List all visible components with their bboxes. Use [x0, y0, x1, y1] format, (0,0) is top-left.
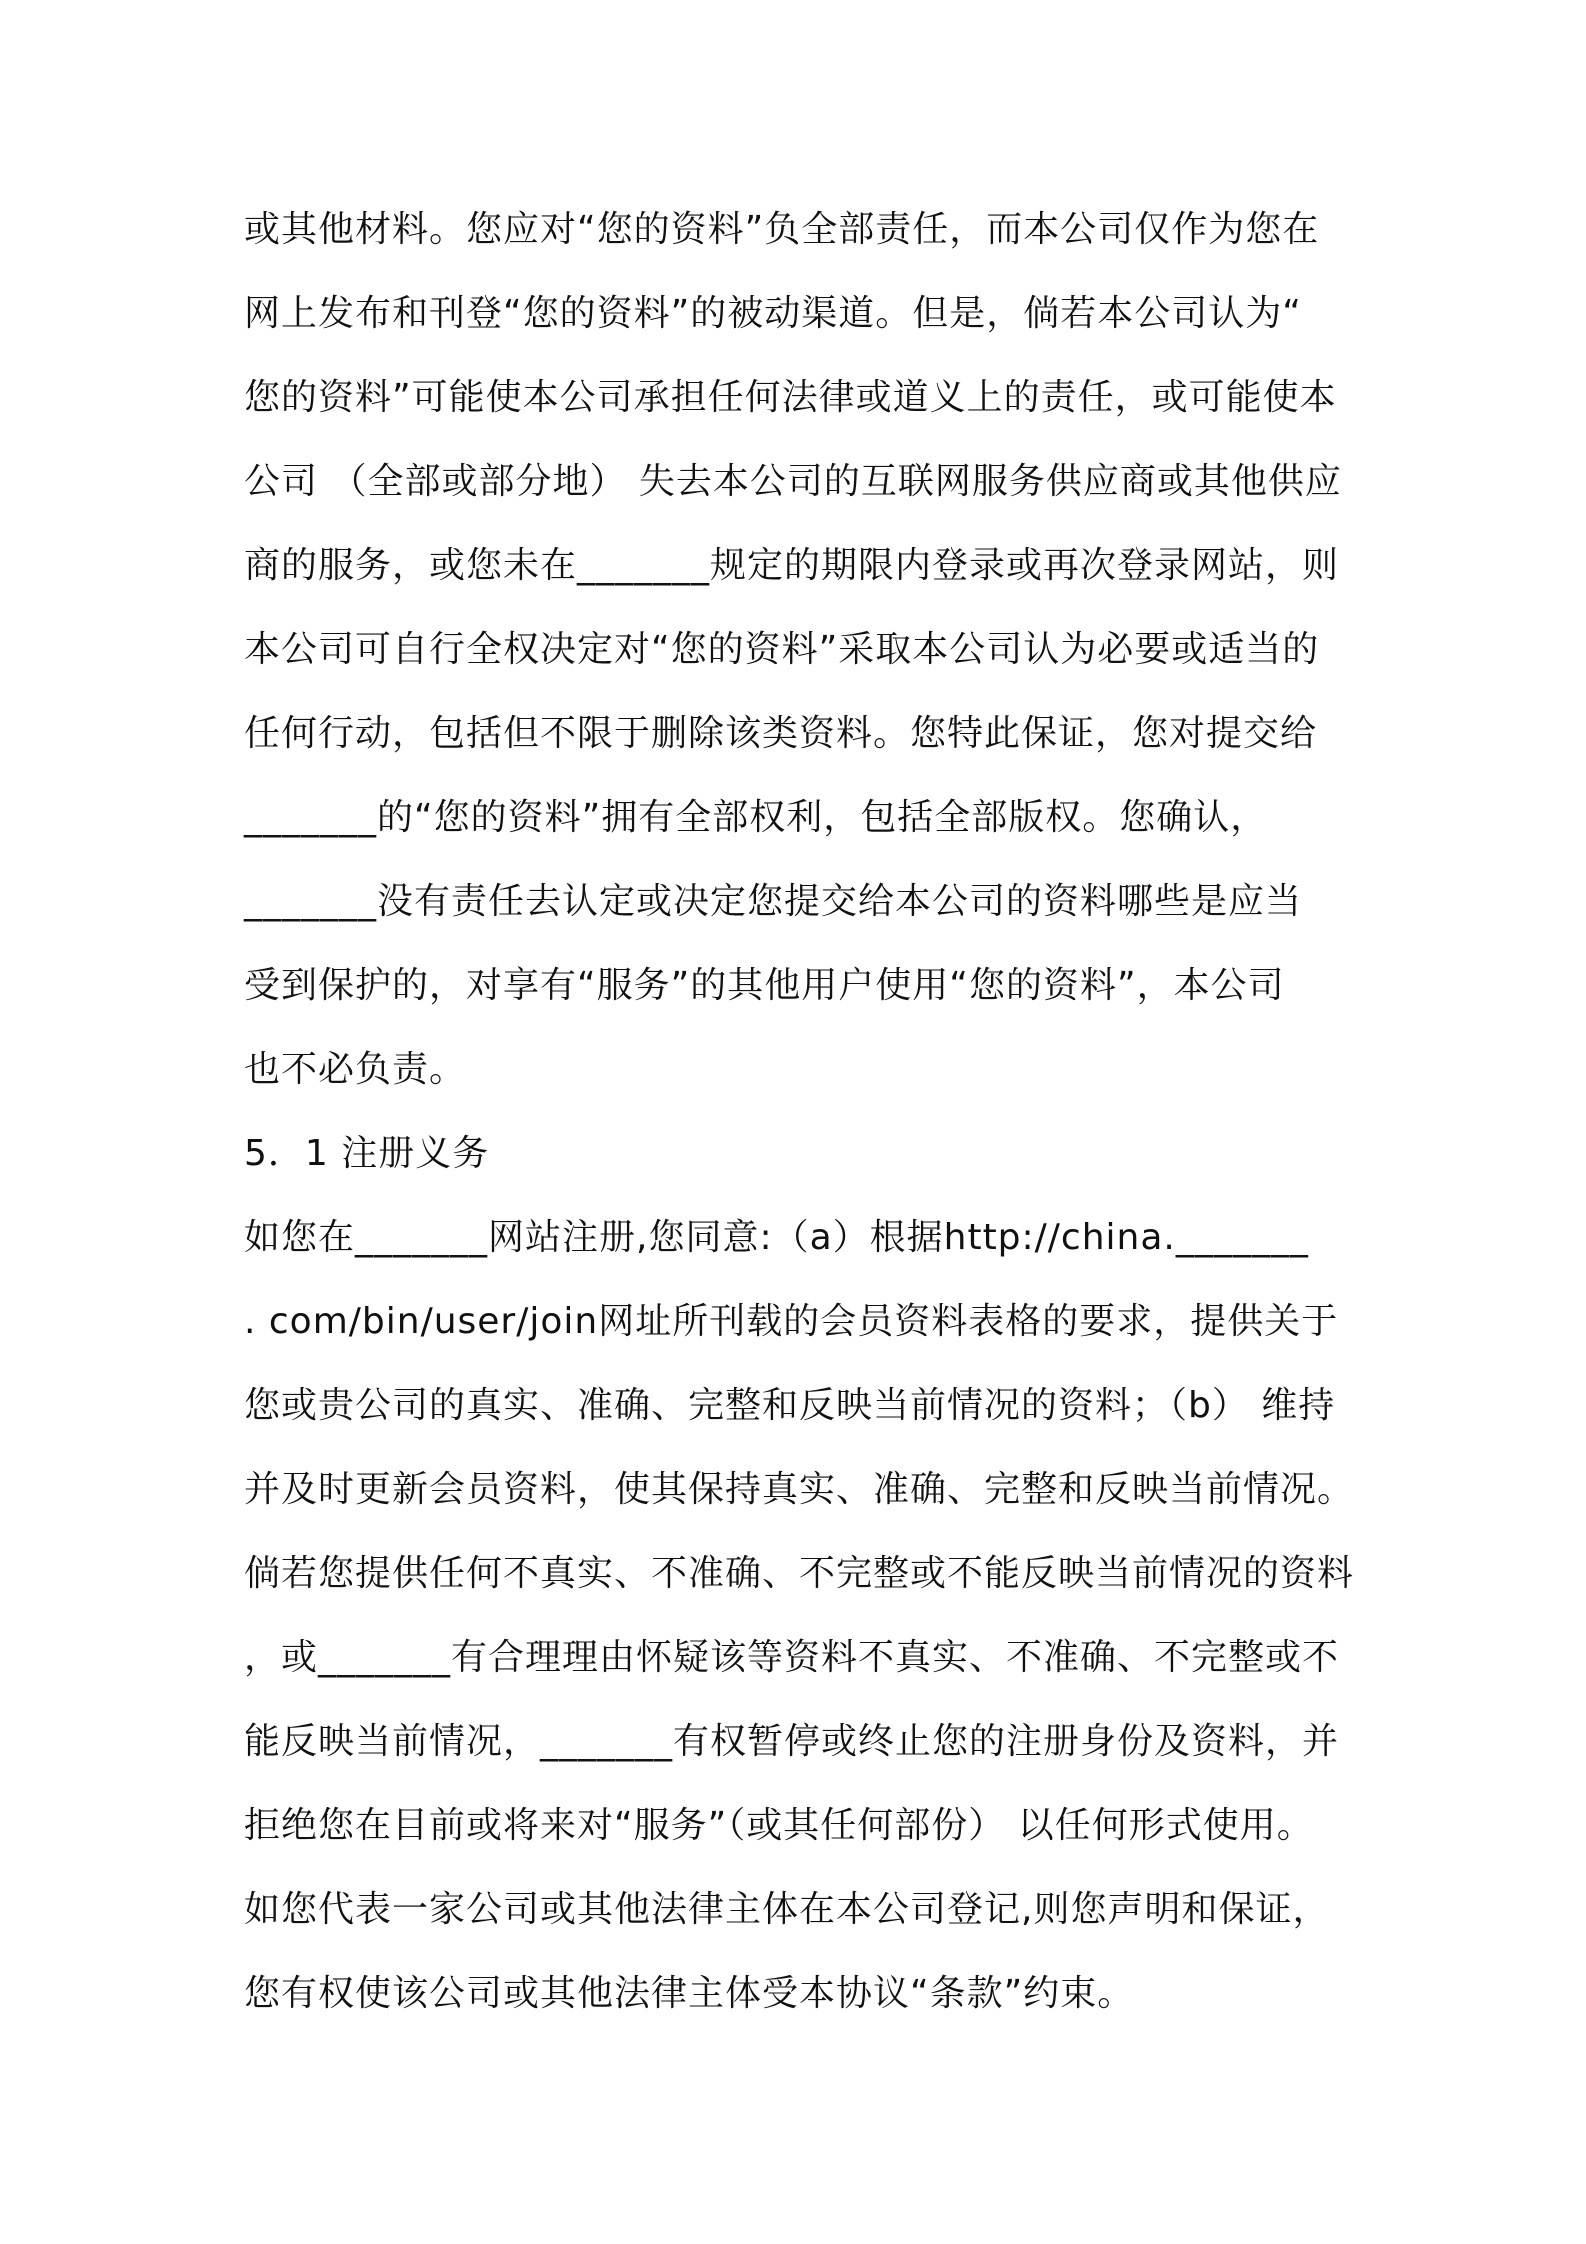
text-line: 您或贵公司的真实、准确、完整和反映当前情况的资料；（b） 维持 — [244, 1385, 1336, 1426]
text-line: 拒绝您在目前或将来对“服务”（或其任何部份） 以任何形式使用。 — [244, 1805, 1314, 1846]
text-line: _______没有责任去认定或决定您提交给本公司的资料哪些是应当 — [244, 881, 1303, 922]
text-line: 如您代表一家公司或其他法律主体在本公司登记,则您声明和保证， — [244, 1889, 1330, 1930]
text-line: 也不必负责。 — [244, 1049, 467, 1090]
text-line: 本公司可自行全权决定对“您的资料”采取本公司认为必要或适当的 — [244, 629, 1320, 670]
text-line: _______的“您的资料”拥有全部权利，包括全部版权。您确认， — [244, 797, 1268, 838]
text-line: 受到保护的，对享有“服务”的其他用户使用“您的资料”，本公司 — [244, 965, 1285, 1006]
text-line: 网上发布和刊登“您的资料”的被动渠道。但是，倘若本公司认为“ — [244, 293, 1302, 334]
text-line: 倘若您提供任何不真实、不准确、不完整或不能反映当前情况的资料 — [244, 1553, 1355, 1594]
text-line: 能反映当前情况，_______有权暂停或终止您的注册身份及资料，并 — [244, 1721, 1340, 1762]
text-line: 并及时更新会员资料，使其保持真实、准确、完整和反映当前情况。 — [244, 1469, 1355, 1510]
text-line: 如您在_______网站注册,您同意:（a）根据http://china._______ — [244, 1217, 1309, 1258]
text-line: 或其他材料。您应对“您的资料”负全部责任，而本公司仅作为您在 — [244, 209, 1320, 250]
document-body — [244, 200, 1360, 2048]
text-line: ，或_______有合理理由怀疑该等资料不真实、不准确、不完整或不 — [244, 1637, 1340, 1678]
text-line: 公司 （全部或部分地） 失去本公司的互联网服务供应商或其他供应 — [244, 461, 1342, 502]
text-line: 任何行动，包括但不限于删除该类资料。您特此保证，您对提交给 — [244, 713, 1318, 754]
text-line: 您的资料”可能使本公司承担任何法律或道义上的责任，或可能使本 — [244, 377, 1337, 418]
text-line: 商的服务，或您未在_______规定的期限内登录或再次登录网站，则 — [244, 545, 1340, 586]
text-line: 您有权使该公司或其他法律主体受本协议“条款”约束。 — [244, 1973, 1135, 2014]
section-heading: 5．1 注册义务 — [244, 1133, 490, 1174]
text-line: . com/bin/user/join网址所刊载的会员资料表格的要求，提供关于 — [244, 1301, 1339, 1342]
